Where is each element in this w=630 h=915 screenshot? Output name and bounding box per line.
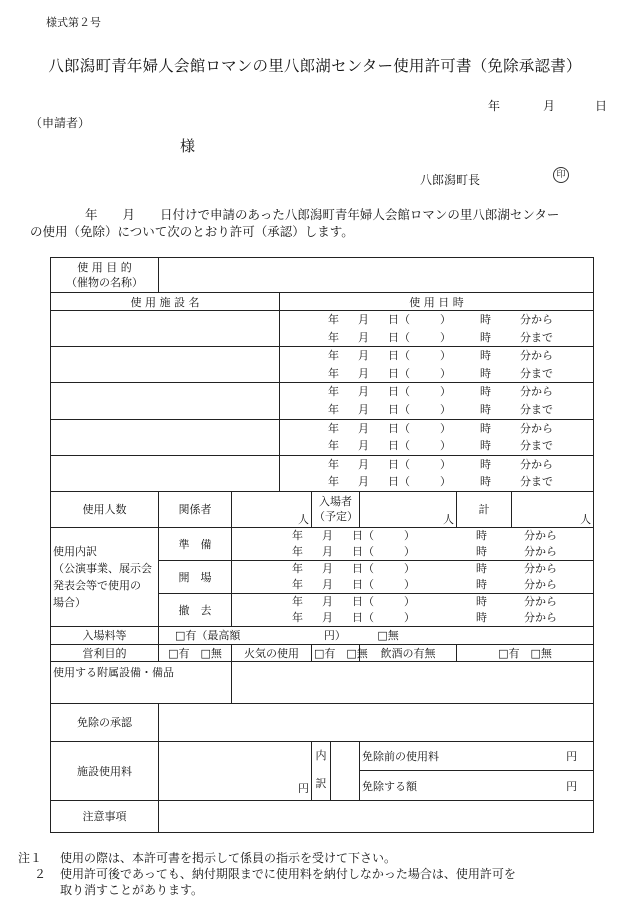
uchiwake-label: 内 訳 [312,741,360,800]
alcohol-checkboxes[interactable]: □有 □無 [457,644,594,661]
issuer-name: 八郎潟町長 [420,173,481,187]
fee-yes-checkbox[interactable]: □有（最高額 [175,629,241,643]
footnotes [18,850,618,898]
before-exemption-cell[interactable]: 免除前の使用料 円 [360,741,594,771]
open-datetime-cell[interactable]: 年 月 日（ ） 時 分から 年 月 日（ ） 時 分から [232,560,594,593]
issue-day-label: 日 [595,99,608,113]
prep-label: 準 備 [159,527,232,560]
fee-options[interactable] [159,626,594,644]
open-label: 開 場 [159,560,232,593]
datetime-cell[interactable]: 年 月 日（ ） 時 分から 年 月 日（ ） 時 分まで [280,311,594,347]
teardown-label: 撤 去 [159,593,232,626]
permit-table [50,257,594,833]
schedule-row [51,383,594,419]
equipment-input[interactable] [232,661,594,703]
notes-row [51,800,594,832]
purpose-row [51,258,594,293]
total-count-input[interactable]: 人 [512,491,594,527]
schedule-row [51,311,594,347]
attendees-label: 入場者 （予定） [312,491,360,527]
datetime-cell[interactable]: 年 月 日（ ） 時 分から 年 月 日（ ） 時 分まで [280,383,594,419]
footnote-2: ２ 使用許可後であっても、納付期限までに使用料を納付しなかった場合は、使用許可を [33,867,516,881]
purpose-input[interactable] [159,258,594,293]
exempt-amount-cell[interactable]: 免除する額 円 [360,771,594,801]
equipment-label: 使用する附属設備・備品 [51,661,232,703]
issue-month-label: 月 [543,99,556,113]
facility-input[interactable] [51,347,280,383]
notes-label: 注意事項 [51,800,159,832]
notes-input[interactable] [159,800,594,832]
facility-input[interactable] [51,455,280,491]
schedule-row [51,347,594,383]
prep-datetime-cell[interactable]: 年 月 日（ ） 時 分から 年 月 日（ ） 時 分から [232,527,594,560]
honorific: 様 [180,137,196,155]
applicant-label: （申請者） [30,116,91,130]
intro-text [30,206,610,240]
facility-fee-label: 施設使用料 [51,741,159,800]
exemption-input[interactable] [159,703,594,741]
issue-date [0,97,630,113]
datetime-cell[interactable]: 年 月 日（ ） 時 分から 年 月 日（ ） 時 分まで [280,347,594,383]
intro-line-2: の使用（免除）について次のとおり許可（承認）します。 [30,224,354,239]
people-row [51,491,594,527]
breakdown-label: 使用内訳 （公演事業、展示会 発表会等で使用の 場合） [51,527,159,626]
fire-checkboxes[interactable]: □有 □無 [312,644,360,661]
equipment-row [51,661,594,703]
breakdown-prep-row [51,527,594,560]
datetime-header: 使 用 日 時 [280,293,594,311]
fee-yen-label: 円） [323,629,346,643]
purpose-label: 使 用 目 的 （催物の名称） [51,258,159,293]
attendees-count-input[interactable]: 人 [360,491,457,527]
facility-fee-input[interactable]: 円 [159,741,312,800]
exemption-label: 免除の承認 [51,703,159,741]
exemption-row [51,703,594,741]
facility-input[interactable] [51,383,280,419]
datetime-cell[interactable]: 年 月 日（ ） 時 分から 年 月 日（ ） 時 分まで [280,419,594,455]
datetime-cell[interactable]: 年 月 日（ ） 時 分から 年 月 日（ ） 時 分まで [280,455,594,491]
people-label: 使用人数 [51,491,159,527]
profit-label: 営利目的 [51,644,159,661]
intro-line-1: 年 月 日付けで申請のあった八郎潟町青年婦人会館ロマンの里八郎湖センター [85,207,560,222]
footnote-2-cont: 取り消すことがあります。 [60,883,204,897]
issue-year-label: 年 [488,99,501,113]
schedule-row [51,419,594,455]
facility-fee-row [51,741,594,771]
facility-header: 使 用 施 設 名 [51,293,280,311]
fee-label: 入場料等 [51,626,159,644]
profit-checkboxes[interactable]: □有 □無 [159,644,232,661]
total-label: 計 [457,491,512,527]
document-title: 八郎潟町青年婦人会館ロマンの里八郎湖センター使用許可書（免除承認書） [48,57,582,75]
related-label: 関係者 [159,491,232,527]
seal-icon: 印 [553,167,569,183]
alcohol-label: 飲酒の有無 [360,644,457,661]
form-number: 様式第２号 [46,16,101,29]
schedule-header-row [51,293,594,311]
facility-input[interactable] [51,419,280,455]
schedule-row [51,455,594,491]
facility-input[interactable] [51,311,280,347]
teardown-datetime-cell[interactable]: 年 月 日（ ） 時 分から 年 月 日（ ） 時 分から [232,593,594,626]
related-count-input[interactable]: 人 [232,491,312,527]
profit-row [51,644,594,661]
fee-row [51,626,594,644]
fire-label: 火気の使用 [232,644,312,661]
footnote-1: 注１ 使用の際は、本許可書を掲示して係員の指示を受けて下さい。 [18,851,397,865]
fee-no-checkbox[interactable]: □無 [377,629,399,643]
